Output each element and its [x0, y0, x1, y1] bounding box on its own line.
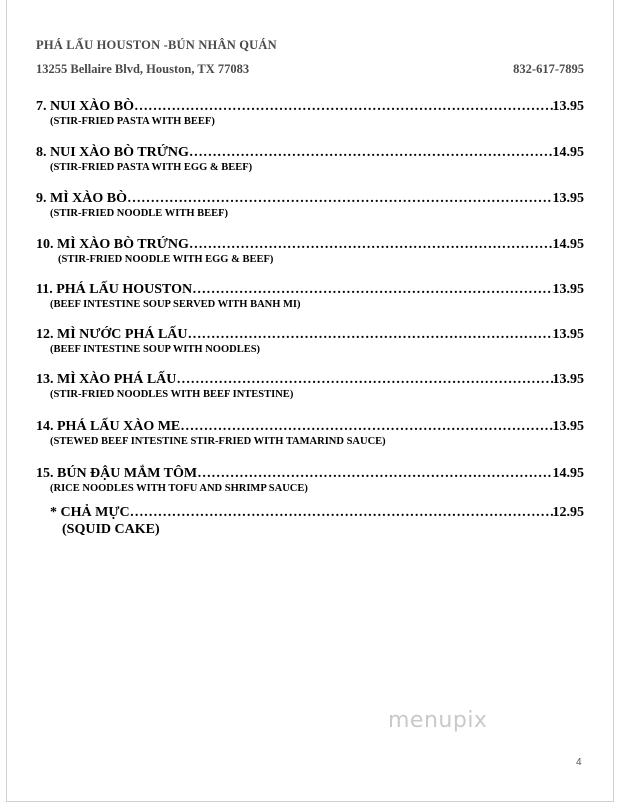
item-price: 13.95 [552, 99, 584, 114]
menu-item-10 [36, 236, 584, 281]
menu-item-11 [36, 281, 584, 326]
item-name: 7. NUI XÀO BÒ [36, 99, 135, 114]
menu-item-squid-cake [36, 504, 584, 539]
item-price: 14.95 [552, 145, 584, 160]
leader-dots [189, 144, 553, 161]
leader-dots [197, 465, 552, 482]
leader-dots [127, 190, 553, 207]
item-name: 13. MÌ XÀO PHÁ LẤU [36, 372, 177, 387]
item-price: 13.95 [552, 327, 584, 342]
item-description: (BEEF INTESTINE SOUP WITH NOODLES) [50, 344, 261, 355]
menu-item-15 [36, 465, 584, 504]
leader-dots [176, 371, 552, 388]
item-description: (STIR-FRIED NOODLE WITH EGG & BEEF) [58, 254, 274, 265]
item-description: (STIR-FRIED PASTA WITH EGG & BEEF) [50, 162, 253, 173]
menu-item-14 [36, 418, 584, 465]
menu-item-9 [36, 190, 584, 236]
item-description: (STEWED BEEF INTESTINE STIR-FRIED WITH TAMARIND SAUCE) [50, 436, 386, 447]
item-description: (STIR-FRIED NOODLES WITH BEEF INTESTINE) [50, 389, 294, 400]
item-price: 13.95 [552, 419, 584, 434]
leader-dots [180, 418, 552, 435]
item-price: 13.95 [552, 372, 584, 387]
item-price: 13.95 [552, 282, 584, 297]
item-price: 14.95 [552, 466, 584, 481]
item-price: 12.95 [552, 505, 584, 520]
item-name: 10. MÌ XÀO BÒ TRỨNG [36, 237, 189, 252]
leader-dots [192, 281, 552, 298]
item-name: 9. MÌ XÀO BÒ [36, 191, 127, 206]
leader-dots [188, 326, 553, 343]
item-name: 15. BÚN ĐẬU MẮM TÔM [36, 466, 198, 481]
item-description: (RICE NOODLES WITH TOFU AND SHRIMP SAUCE) [50, 483, 308, 494]
item-name: 11. PHÁ LẤU HOUSTON [36, 282, 193, 297]
leader-dots [189, 236, 553, 253]
leader-dots [130, 504, 553, 521]
page-number: 4 [576, 757, 582, 768]
item-description: (STIR-FRIED PASTA WITH BEEF) [50, 116, 215, 127]
item-description: (BEEF INTESTINE SOUP SERVED WITH BANH MI) [50, 299, 301, 310]
menu-item-7 [36, 98, 584, 144]
menu-item-8 [36, 144, 584, 190]
menu-list [36, 98, 584, 539]
item-name: 14. PHÁ LẤU XÀO ME [36, 419, 181, 434]
restaurant-address: 13255 Bellaire Blvd, Houston, TX 77083 [36, 62, 250, 76]
item-name: * CHẢ MỰC [50, 505, 130, 520]
item-price: 13.95 [552, 191, 584, 206]
restaurant-name: PHÁ LẤU HOUSTON -BÚN NHÂN QUÁN [36, 38, 277, 52]
item-name: 8. NUI XÀO BÒ TRỨNG [36, 145, 189, 160]
item-description: (STIR-FRIED NOODLE WITH BEEF) [50, 208, 229, 219]
restaurant-phone: 832-617-7895 [513, 62, 584, 76]
item-price: 14.95 [552, 237, 584, 252]
leader-dots [134, 98, 552, 115]
menupix-watermark: menupix [388, 708, 488, 733]
item-description: (SQUID CAKE) [62, 522, 160, 537]
menu-item-12 [36, 326, 584, 371]
item-name: 12. MÌ NƯỚC PHÁ LẤU [36, 327, 188, 342]
menu-item-13 [36, 371, 584, 418]
